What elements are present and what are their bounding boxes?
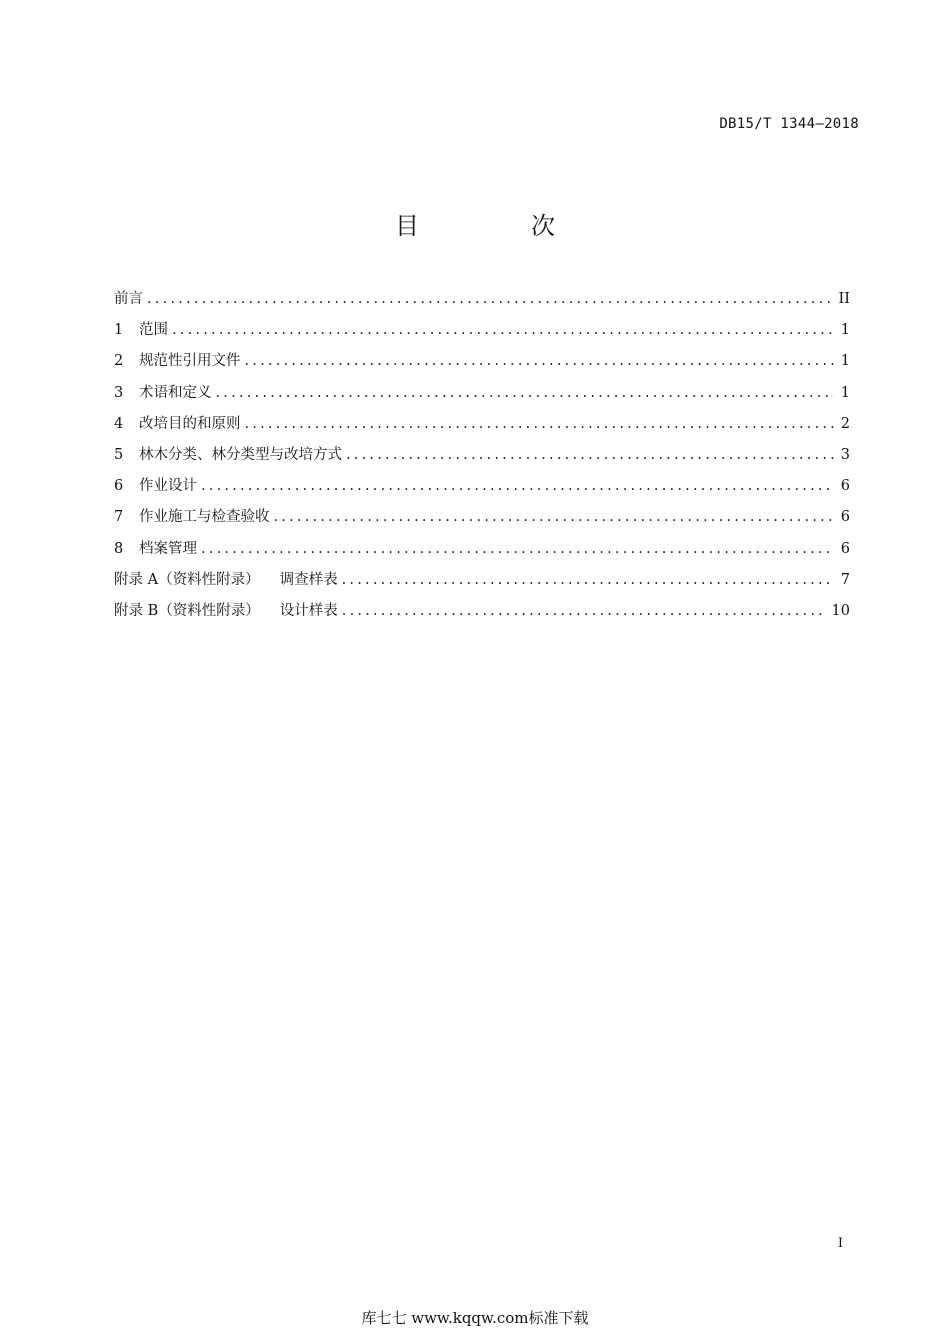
toc-entry-leader-dots — [342, 572, 834, 588]
toc-entry-title: 附录 B（资料性附录） — [114, 602, 260, 619]
toc-entry-subtitle: 调查样表 — [279, 571, 338, 588]
toc-list — [114, 287, 850, 630]
toc-entry-title: 范围 — [139, 322, 168, 339]
toc-entry-number: 3 — [114, 384, 124, 401]
toc-entry-number: 5 — [114, 446, 124, 463]
toc-entry-label — [139, 537, 197, 558]
toc-entry-label — [139, 474, 197, 495]
toc-entry-label — [114, 287, 143, 308]
toc-entry-title: 前言 — [114, 291, 143, 307]
toc-entry-title: 档案管理 — [139, 540, 197, 557]
toc-entry-label — [139, 505, 270, 526]
toc-entry[interactable] — [114, 287, 850, 318]
toc-entry-page: 1 — [840, 384, 850, 401]
toc-entry[interactable] — [114, 443, 850, 474]
toc-entry-label — [139, 381, 212, 402]
toc-entry-leader-dots — [201, 541, 834, 557]
toc-entry-title: 改培目的和原则 — [139, 415, 241, 432]
toc-entry-page: 1 — [840, 322, 850, 339]
toc-entry-page: II — [838, 291, 850, 307]
toc-entry-leader-dots — [216, 385, 835, 401]
toc-entry-page: 6 — [840, 540, 850, 557]
toc-entry-number: 2 — [114, 353, 124, 370]
toc-entry-title: 林木分类、林分类型与改培方式 — [139, 446, 342, 463]
toc-entry-page: 7 — [840, 571, 850, 588]
toc-entry-page: 3 — [840, 446, 850, 463]
toc-entry-leader-dots — [201, 478, 834, 494]
toc-entry[interactable] — [114, 568, 850, 599]
toc-entry-title: 附录 A（资料性附录） — [114, 571, 260, 588]
toc-entry-number: 7 — [114, 509, 124, 526]
toc-entry-page: 6 — [840, 478, 850, 495]
toc-entry-page: 6 — [840, 509, 850, 526]
document-code: DB15/T 1344—2018 — [719, 116, 859, 132]
toc-entry-leader-dots — [245, 416, 835, 432]
toc-entry-leader-dots — [147, 291, 833, 307]
toc-entry[interactable] — [114, 537, 850, 568]
toc-entry-label — [114, 568, 338, 589]
toc-entry-label — [139, 349, 241, 370]
toc-entry-label — [139, 318, 168, 339]
toc-entry-title: 术语和定义 — [139, 384, 212, 401]
toc-entry-label — [139, 443, 342, 464]
toc-entry-label — [114, 599, 338, 620]
toc-entry[interactable] — [114, 349, 850, 380]
toc-entry-number: 4 — [114, 415, 124, 432]
toc-entry[interactable] — [114, 412, 850, 443]
toc-entry[interactable] — [114, 599, 850, 630]
footer-watermark: 库七七 www.kqqw.com标准下载 — [361, 1309, 589, 1327]
toc-title: 目 次 — [395, 212, 599, 240]
toc-entry-leader-dots — [346, 447, 834, 463]
toc-entry-label — [139, 412, 241, 433]
toc-entry-title: 规范性引用文件 — [139, 353, 241, 370]
toc-entry-number: 8 — [114, 540, 124, 557]
toc-entry[interactable] — [114, 381, 850, 412]
toc-entry-leader-dots — [342, 603, 826, 619]
toc-entry[interactable] — [114, 318, 850, 349]
toc-entry-number: 6 — [114, 478, 124, 495]
toc-entry-leader-dots — [172, 322, 834, 338]
toc-entry-page: 1 — [840, 353, 850, 370]
toc-entry-leader-dots — [245, 353, 835, 369]
toc-entry-title: 作业设计 — [139, 478, 197, 495]
toc-entry-subtitle: 设计样表 — [279, 602, 338, 619]
toc-entry-page: 10 — [831, 602, 850, 619]
toc-entry[interactable] — [114, 505, 850, 536]
toc-entry-leader-dots — [274, 509, 835, 525]
toc-entry[interactable] — [114, 474, 850, 505]
toc-entry-title: 作业施工与检查验收 — [139, 509, 270, 526]
toc-entry-page: 2 — [840, 415, 850, 432]
toc-entry-number: 1 — [114, 322, 124, 339]
page-number: I — [837, 1236, 843, 1251]
